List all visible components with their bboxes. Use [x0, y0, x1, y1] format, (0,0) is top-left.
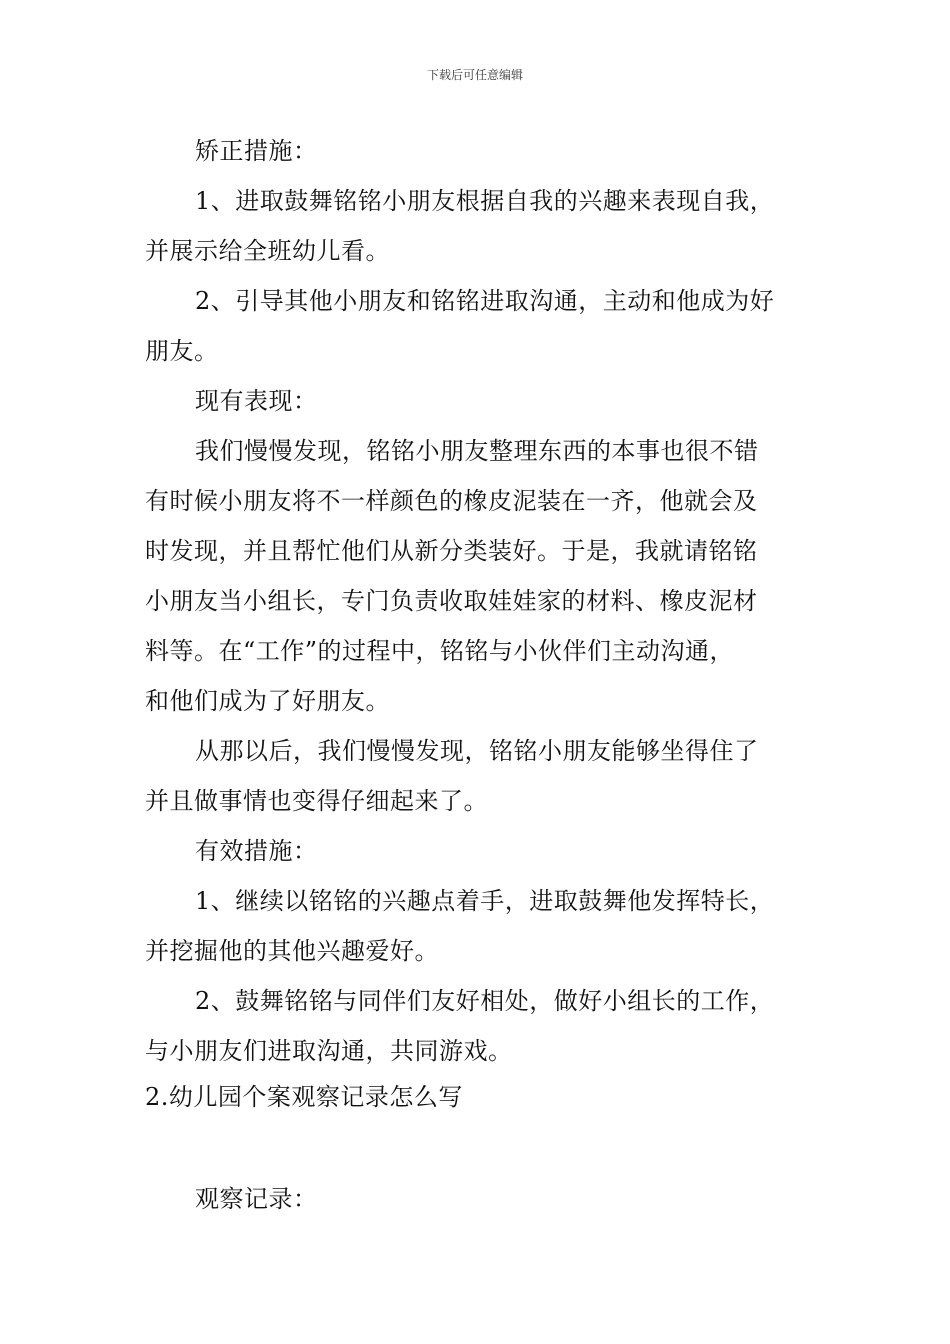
paragraph-line: 并挖掘他的其他兴趣爱好。	[145, 937, 439, 965]
paragraph-line: 2、引导其他小朋友和铭铭进取沟通，主动和他成为好	[195, 287, 775, 315]
paragraph-line: 与小朋友们进取沟通，共同游戏。	[145, 1037, 513, 1065]
paragraph-line: 朋友。	[145, 337, 219, 365]
paragraph-line: 从那以后，我们慢慢发现，铭铭小朋友能够坐得住了	[195, 737, 759, 765]
paragraph-line: 小朋友当小组长，专门负责收取娃娃家的材料、橡皮泥材	[145, 587, 758, 615]
section-heading: 2.幼儿园个案观察记录怎么写	[145, 1083, 463, 1111]
paragraph-line: 有时候小朋友将不一样颜色的橡皮泥装在一齐，他就会及	[145, 487, 758, 515]
heading-effective-measures: 有效措施：	[195, 837, 318, 865]
paragraph-line: 并展示给全班幼儿看。	[145, 237, 390, 265]
paragraph-line: 和他们成为了好朋友。	[145, 687, 390, 715]
heading-observation-record: 观察记录：	[195, 1185, 318, 1213]
paragraph-line: 2、鼓舞铭铭与同伴们友好相处，做好小组长的工作，	[195, 987, 775, 1015]
paragraph-line: 我们慢慢发现，铭铭小朋友整理东西的本事也很不错	[195, 437, 759, 465]
heading-correction-measures: 矫正措施：	[195, 137, 318, 165]
paragraph-line: 料等。在“工作”的过程中，铭铭与小伙伴们主动沟通，	[145, 637, 735, 665]
paragraph-line: 1、继续以铭铭的兴趣点着手，进取鼓舞他发挥特长，	[195, 887, 775, 915]
paragraph-line: 并且做事情也变得仔细起来了。	[145, 787, 488, 815]
heading-current-performance: 现有表现：	[195, 387, 318, 415]
paragraph-line: 1、进取鼓舞铭铭小朋友根据自我的兴趣来表现自我，	[195, 187, 775, 215]
header-note: 下载后可任意编辑	[426, 68, 523, 82]
paragraph-line: 时发现，并且帮忙他们从新分类装好。于是，我就请铭铭	[145, 537, 758, 565]
